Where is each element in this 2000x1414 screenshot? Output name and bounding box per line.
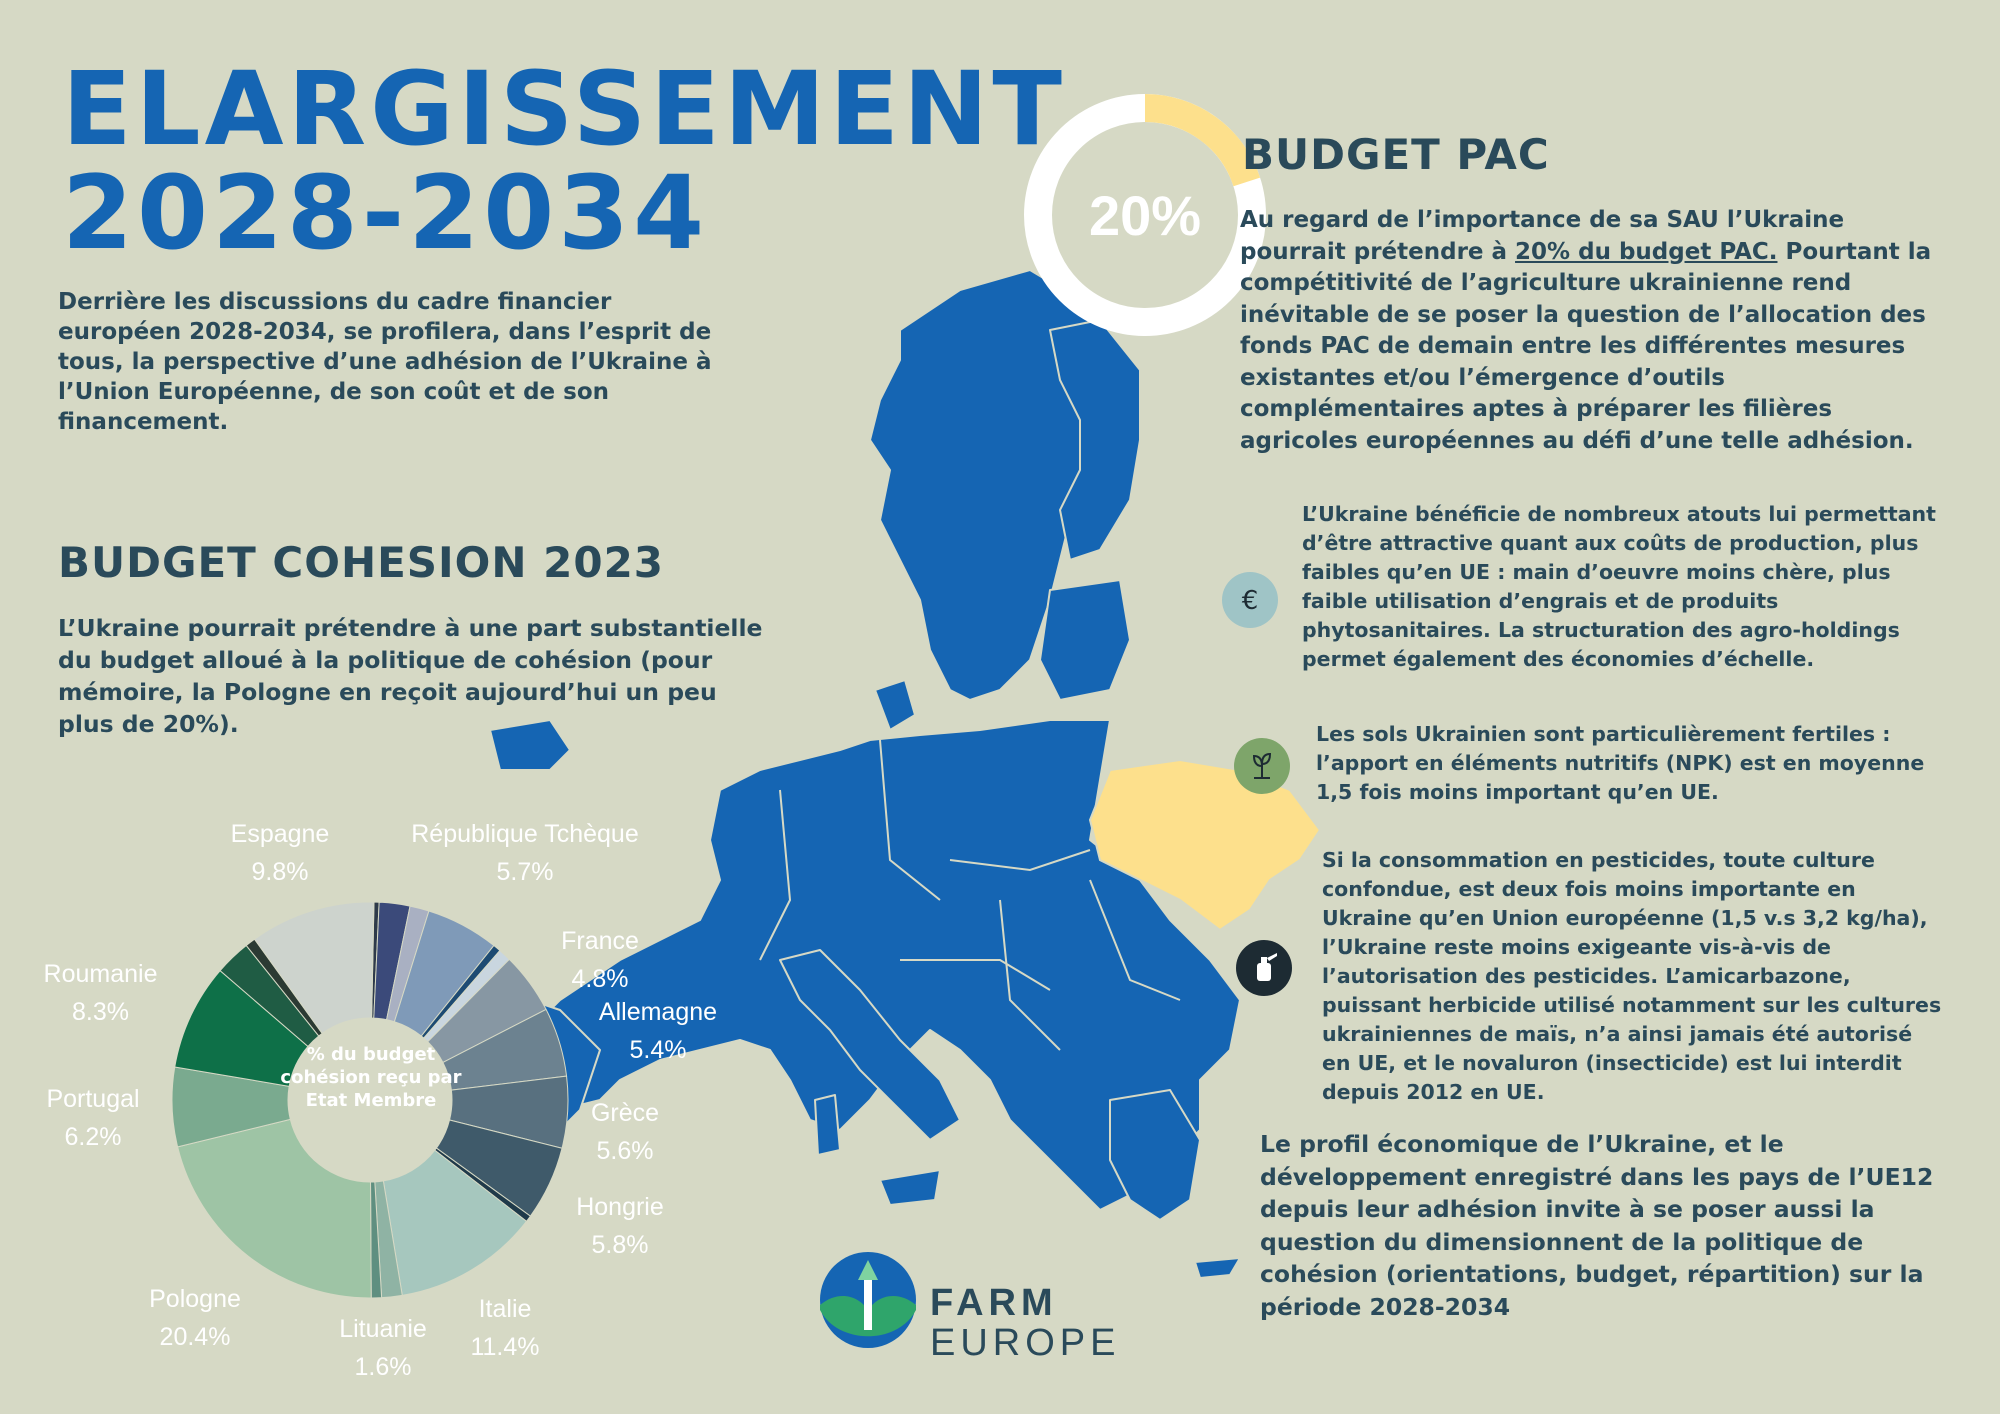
map-cyprus: [1195, 1258, 1240, 1278]
title-line-1: ELARGISSEMENT: [62, 50, 1066, 169]
sprayer-icon: [1236, 940, 1292, 996]
pie-label-france: France 4.8%: [561, 927, 639, 993]
farm-europe-logo-icon: [818, 1250, 918, 1350]
pie-label-espagne: Espagne 9.8%: [230, 820, 330, 886]
pac-donut-share: [1145, 108, 1247, 182]
map-sardinia: [815, 1095, 840, 1155]
pie-label-grece: Grèce 5.6%: [590, 1099, 660, 1165]
cohesion-text: L’Ukraine pourrait prétendre à une part substantielle du budget alloué à la politique de cohésion (pour mémoire, la Pologne en reçoit aujourd’hui un peu plus de 20%).: [58, 614, 763, 738]
intro-text: Derrière les discussions du cadre financier européen 2028-2034, se profilera, dans l’esprit de tous, la perspective d’une adhésion de l’Ukraine à l’Union Européenne, de son coût et de son financement.: [58, 289, 712, 435]
farm-europe-logo-text: FARM EUROPE: [930, 1282, 1121, 1364]
map-baltics: [1040, 580, 1130, 700]
map-denmark: [875, 680, 915, 730]
euro-icon: [1222, 572, 1278, 628]
final-text: Le profil économique de l’Ukraine, et le développement enregistré dans les pays de l’UE12 depuis leur adhésion invite à se poser aussi la question du dimensionnent de la politique de cohésion (orientations, budget, répartition) sur la période 2028-2034: [1260, 1130, 1934, 1321]
map-sicily: [880, 1170, 940, 1205]
svg-text:€: €: [1241, 586, 1259, 616]
pie-label-pologne: Pologne 20.4%: [149, 1285, 241, 1351]
pie-label-hongrie: Hongrie 5.8%: [576, 1193, 664, 1259]
point-2-text: Les sols Ukrainien sont particulièrement fertiles : l’apport en éléments nutritifs (NPK) est en moyenne 1,5 fois moins important qu’en UE.: [1316, 722, 1925, 804]
point-1-text: L’Ukraine bénéficie de nombreux atouts lui permettant d’être attractive quant aux coûts de production, plus faibles qu’en UE : main d’oeuvre moins chère, plus faible utilisation d’engrais et de produits phytosanitaires. La structuration des agro-holdings permet également des économies d’échelle.: [1302, 502, 1936, 671]
pie-label-roumanie: Roumanie 8.3%: [43, 960, 158, 1026]
pie-label-portugal: Portugal 6.2%: [46, 1085, 140, 1151]
point-3-text: Si la consommation en pesticides, toute culture confondue, est deux fois moins importante en Ukraine qu’en Union européenne (1,5 v.s 3,2 kg/ha), l’Ukraine reste moins exigeante vis-à-vis de l’autorisation des pesticides. L’amicarbazone, puissant herbicide utilisé notamment sur les cultures ukrainiennes de maïs, n’a ainsi jamais été autorisé en UE, et le novaluron (insecticide) est lui interdit depuis 2012 en UE.: [1322, 848, 1942, 1104]
plant-icon: [1234, 738, 1290, 794]
pie-label-lituanie: Lituanie 1.6%: [339, 1315, 427, 1381]
pac-percent: 20%: [1088, 184, 1202, 247]
pac-donut: [1020, 90, 1270, 340]
pie-center-label: % du budget cohésion reçu par Etat Membre: [280, 1044, 462, 1111]
pac-heading: BUDGET PAC: [1242, 130, 1550, 179]
cohesion-heading: BUDGET COHESION 2023: [58, 538, 665, 587]
pie-label-allemagne: Allemagne 5.4%: [598, 998, 718, 1064]
pie-label-italie: Italie 11.4%: [470, 1295, 540, 1361]
title-line-2: 2028-2034: [62, 154, 709, 273]
pie-label-republique-tcheque: République Tchèque 5.7%: [411, 820, 639, 886]
pac-text: Au regard de l’importance de sa SAU l’Ukraine pourrait prétendre à 20% du budget PAC. Pourtant la compétitivité de l’agriculture ukrainienne rend inévitable de se poser la question de l’allocation des fonds PAC de demain entre les différentes mesures existantes et/ou l’émergence d’outils complémentaires aptes à préparer les filières agricoles européennes au défi d’une telle adhésion.: [1240, 207, 1932, 454]
